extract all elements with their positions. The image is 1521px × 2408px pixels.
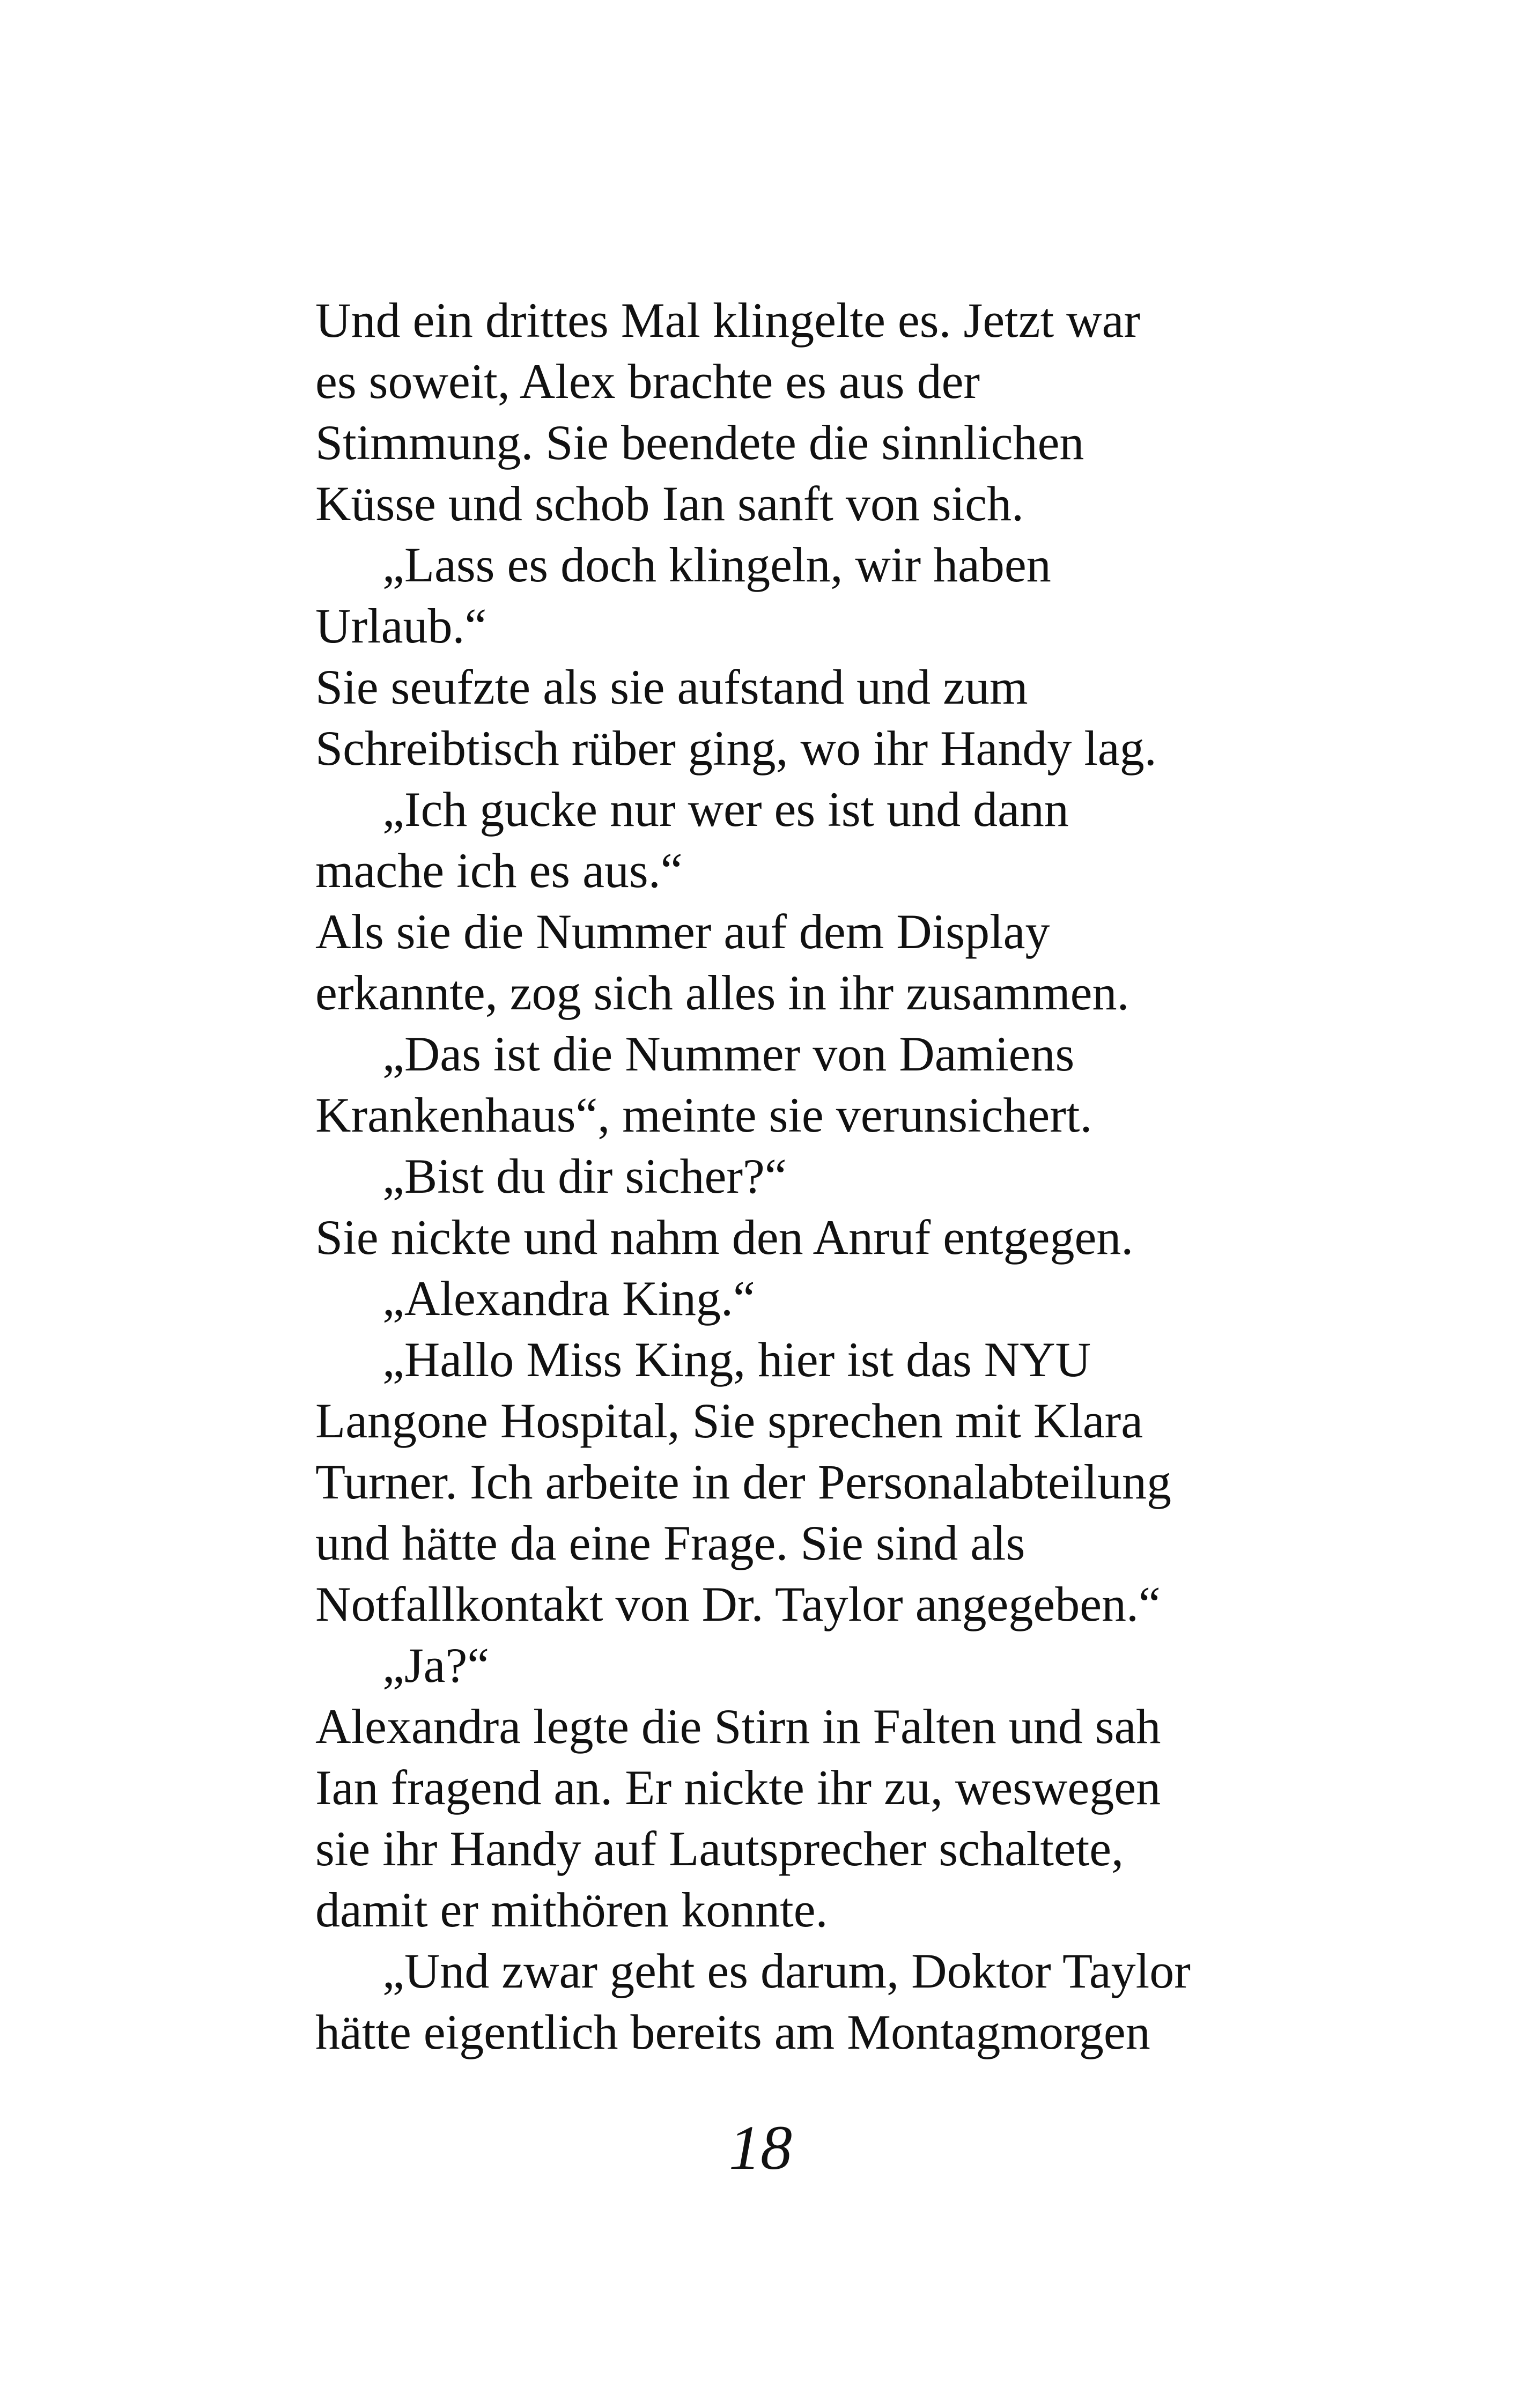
page-number: 18 xyxy=(729,2112,792,2183)
text-line: mache ich es aus.“ xyxy=(315,843,683,898)
text-line: „Ich gucke nur wer es ist und dann xyxy=(382,782,1069,837)
text-line: „Und zwar geht es darum, Doktor Taylor xyxy=(382,1944,1191,1998)
text-line: damit er mithören konnte. xyxy=(315,1882,828,1937)
text-line: Krankenhaus“, meinte sie verunsichert. xyxy=(315,1088,1092,1142)
text-line: Sie nickte und nahm den Anruf entgegen. xyxy=(315,1210,1134,1265)
text-line: Als sie die Nummer auf dem Display xyxy=(315,904,1050,959)
text-line: „Ja?“ xyxy=(382,1638,490,1693)
text-line: Notfallkontakt von Dr. Taylor angegeben.“ xyxy=(315,1577,1161,1631)
text-line: Ian fragend an. Er nickte ihr zu, weswegen xyxy=(315,1760,1161,1815)
text-line: Und ein drittes Mal klingelte es. Jetzt war xyxy=(315,293,1141,348)
text-line: Urlaub.“ xyxy=(315,599,487,653)
text-line: Küsse und schob Ian sanft von sich. xyxy=(315,476,1024,531)
text-line: und hätte da eine Frage. Sie sind als xyxy=(315,1516,1025,1570)
text-line: erkannte, zog sich alles in ihr zusammen. xyxy=(315,965,1129,1020)
text-line: „Lass es doch klingeln, wir haben xyxy=(382,537,1051,592)
text-line: Stimmung. Sie beendete die sinnlichen xyxy=(315,415,1084,470)
text-line: hätte eigentlich bereits am Montagmorgen xyxy=(315,2005,1150,2059)
text-line: Turner. Ich arbeite in der Personalabteilung xyxy=(315,1454,1171,1509)
text-line: Alexandra legte die Stirn in Falten und sah xyxy=(315,1699,1161,1754)
text-line: es soweit, Alex brachte es aus der xyxy=(315,354,980,409)
text-line: sie ihr Handy auf Lautsprecher schaltete, xyxy=(315,1821,1124,1876)
text-line: „Bist du dir sicher?“ xyxy=(382,1149,787,1203)
text-line: Schreibtisch rüber ging, wo ihr Handy lag. xyxy=(315,721,1157,775)
text-line: „Alexandra King.“ xyxy=(382,1271,755,1326)
text-line: Sie seufzte als sie aufstand und zum xyxy=(315,660,1028,714)
body-text xyxy=(315,290,1281,2063)
text-line: „Das ist die Nummer von Damiens xyxy=(382,1026,1075,1081)
text-line: „Hallo Miss King, hier ist das NYU xyxy=(382,1332,1091,1387)
text-line: Langone Hospital, Sie sprechen mit Klara xyxy=(315,1393,1143,1448)
